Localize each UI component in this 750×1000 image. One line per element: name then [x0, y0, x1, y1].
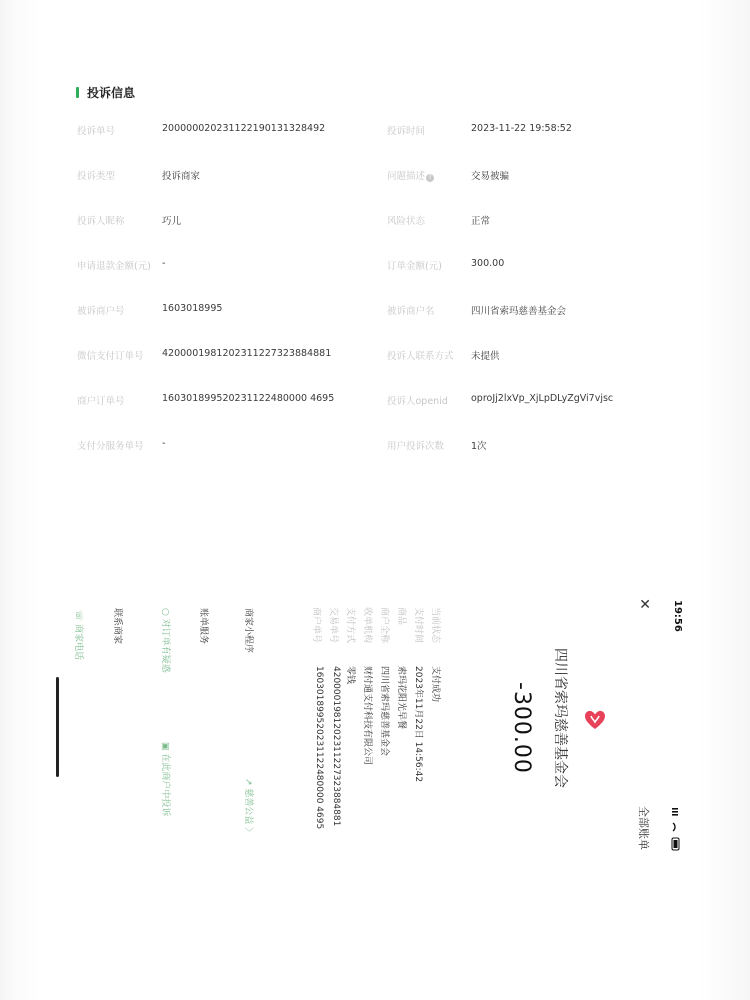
row-label-trade-no: 交易单号	[328, 607, 338, 644]
merchant-name-label: 被诉商户名	[387, 306, 435, 317]
status-icons	[670, 806, 682, 856]
complaint-no: 200000020231122190131328492	[162, 123, 326, 134]
complaint-time: 2023-11-22 19:58:52	[471, 123, 572, 134]
section-title-text: 投诉信息	[87, 85, 136, 100]
merchant-order-label: 商户订单号	[77, 396, 125, 407]
all-bills-link[interactable]: 全部账单	[637, 806, 650, 850]
contact: 未提供	[471, 351, 500, 362]
row-value-status: 支付成功	[430, 666, 440, 703]
merchant-name: 四川省索玛慈善基金会	[471, 306, 567, 317]
order-amount-label: 订单金额(元)	[387, 261, 442, 272]
complainant: 巧儿	[162, 216, 182, 227]
row-label-merchant-no: 商户单号	[311, 607, 321, 644]
merchant-no: 1603018995	[162, 303, 223, 314]
refund: -	[162, 258, 166, 269]
merchant-phone-text: 商家电话	[73, 624, 83, 661]
pay-score-label: 支付分服务单号	[77, 441, 144, 452]
row-value-merchant-no: 160301899520231122480000 4695	[314, 666, 324, 830]
risk-status-label: 风险状态	[387, 216, 426, 227]
receipt-amount: -300.00	[509, 682, 534, 774]
pay-score: -	[162, 438, 166, 449]
row-label-merchant: 商户全称	[379, 607, 389, 644]
user-count-label: 用户投诉次数	[387, 441, 445, 452]
refund-label: 申请退款金额(元)	[77, 261, 151, 272]
contact-label: 投诉人联系方式	[387, 351, 454, 362]
complaint-type: 投诉商家	[162, 171, 201, 182]
merchant-no-label: 被诉商户号	[77, 306, 125, 317]
signal-icon	[672, 808, 678, 810]
mini-program-title: 商家小程序	[243, 608, 253, 654]
openid: oproJj2lxVp_XjLpDLyZgVi7vjsc	[471, 393, 614, 404]
phone-icon: ☏	[73, 610, 83, 625]
home-indicator	[56, 677, 59, 777]
close-icon[interactable]: ✕	[636, 598, 652, 610]
merchant-phone-link[interactable]	[73, 610, 86, 660]
row-value-merchant: 四川省索玛慈善基金会	[379, 666, 389, 757]
complaint-link[interactable]	[160, 742, 173, 816]
row-value-method: 零钱	[345, 666, 355, 685]
status-time: 19:56	[672, 600, 683, 632]
heart-logo-icon	[583, 708, 607, 732]
receipt-merchant-name: 四川省索玛慈善基金会	[552, 648, 568, 788]
bill-question-text: 对订单有疑惑	[160, 618, 170, 673]
contact-merchant-title: 联系商家	[112, 608, 122, 645]
wechat-order: 4200001981202311227323884881	[162, 348, 332, 359]
row-label-time: 支付时间	[413, 607, 423, 644]
risk-status: 正常	[471, 216, 491, 227]
issue-desc-label-text: 问题描述	[387, 171, 426, 182]
complaint-no-label: 投诉单号	[77, 126, 116, 137]
question-circle-icon: ○	[160, 608, 170, 619]
row-value-trade-no: 4200001981202311227323884881	[331, 666, 341, 827]
row-label-goods: 商品	[396, 607, 406, 626]
row-label-status: 当前状态	[430, 607, 440, 644]
wechat-order-label: 微信支付订单号	[77, 351, 144, 362]
order-amount: 300.00	[471, 258, 505, 269]
complaint-time-label: 投诉时间	[387, 126, 426, 137]
section-title	[76, 84, 135, 100]
bill-question-link[interactable]	[160, 608, 173, 673]
mini-program-link[interactable]	[243, 778, 256, 836]
issue-desc-label	[387, 168, 434, 182]
link-icon: ↗	[243, 778, 253, 789]
issue-desc: 交易被骗	[471, 171, 510, 182]
complaint-link-text: 在此商户中投诉	[160, 753, 170, 817]
bill-service-title: 账单服务	[198, 608, 208, 645]
row-value-time: 2023年11月22日 14:56:42	[413, 666, 423, 783]
merchant-order: 160301899520231122480000 4695	[162, 393, 335, 404]
mini-program-link-text: 慈善公益	[243, 788, 253, 825]
row-label-method: 支付方式	[345, 607, 355, 644]
openid-label: 投诉人openid	[387, 396, 448, 407]
row-label-acquirer: 收单机构	[362, 607, 372, 644]
wifi-icon	[673, 823, 675, 831]
user-count: 1次	[471, 441, 487, 452]
complainant-label: 投诉人昵称	[77, 216, 125, 227]
question-icon[interactable]: ?	[426, 174, 434, 182]
chevron-right-icon: 〉	[243, 824, 253, 837]
complaint-type-label: 投诉类型	[77, 171, 116, 182]
row-value-acquirer: 财付通支付科技有限公司	[362, 666, 372, 766]
row-value-goods: 索玛花阳光早餐	[396, 666, 406, 730]
accent-bar	[76, 87, 79, 98]
complaint-icon: ▣	[160, 742, 170, 754]
